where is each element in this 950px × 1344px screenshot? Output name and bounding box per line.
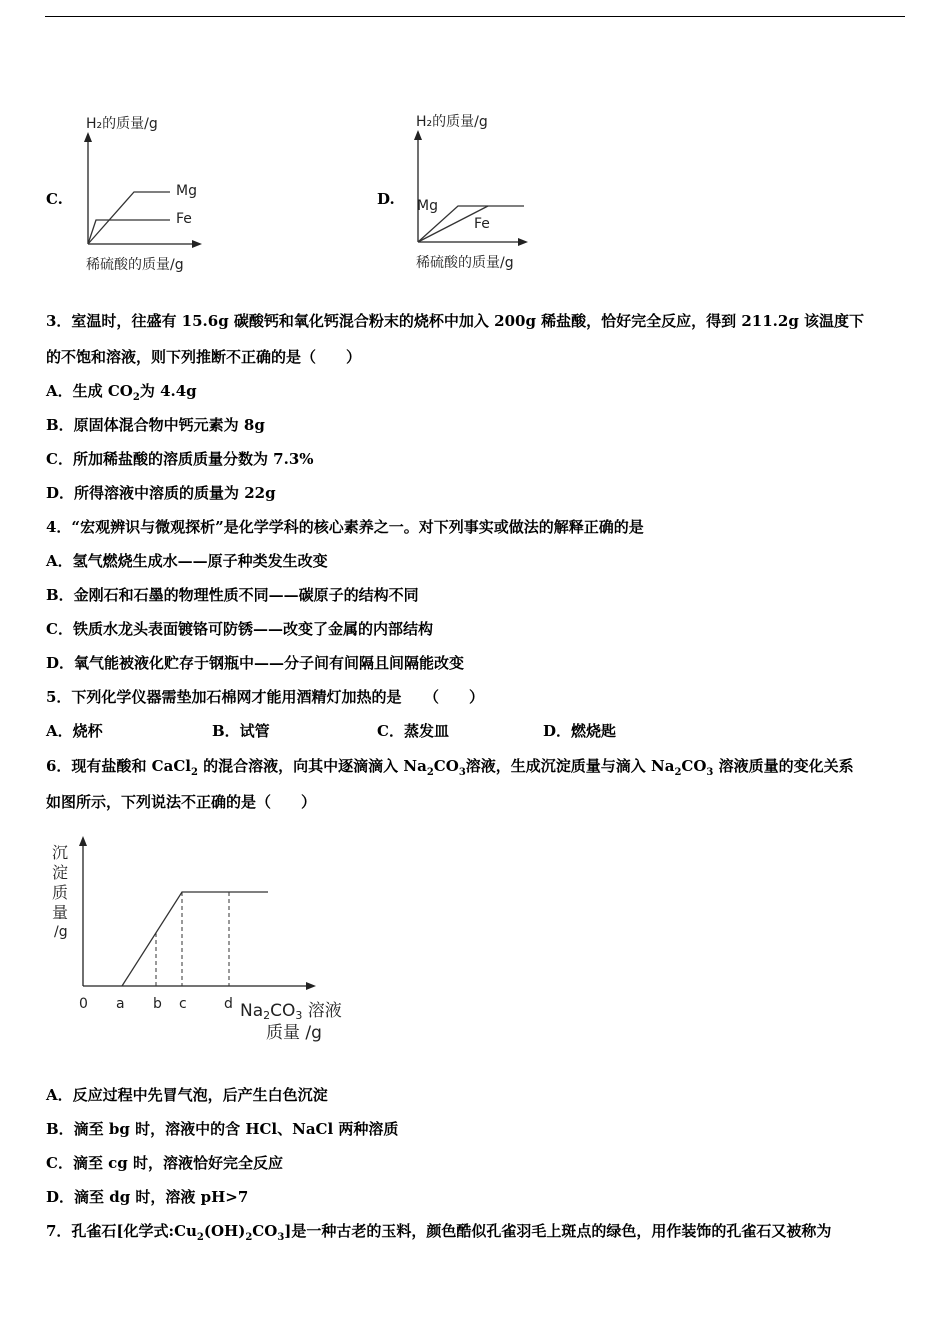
q6-graph-y-char-2: 淀: [52, 863, 69, 882]
graph-d-svg: [400, 106, 550, 276]
q6-stem-part: CO: [433, 757, 459, 775]
q5-option-d[interactable]: D．燃烧匙: [543, 722, 617, 740]
graph-d-mg-label: Mg: [417, 198, 438, 214]
graph-d-x-label: 稀硫酸的质量/g: [416, 255, 514, 271]
graph-c-y-arrow: [84, 132, 92, 142]
q6-stem-line1: [46, 756, 854, 776]
graph-d-fe-label: Fe: [474, 216, 490, 232]
graph-c-mg-line: [88, 192, 170, 244]
q6-graph-curve: [122, 892, 268, 986]
q6-stem-sub: 2: [674, 767, 682, 778]
graph-d-y-arrow: [414, 130, 422, 140]
q6-graph-x-label-line1: [240, 1001, 342, 1022]
q6-graph-tick-c: c: [179, 996, 187, 1012]
graph-c-mg-label: Mg: [176, 183, 197, 199]
option-c-label: C.: [46, 190, 63, 208]
q4-stem: 4．“宏观辨识与微观探析”是化学学科的核心素养之一。对下列事实或做法的解释正确的是: [46, 518, 644, 536]
q3-option-d[interactable]: D．所得溶液中溶质的质量为 22g: [46, 484, 276, 502]
q6-graph-svg: [40, 830, 370, 1050]
q3-option-a[interactable]: [46, 381, 197, 401]
q6-graph-y-arrow: [79, 836, 87, 846]
q6-graph-tick-0: 0: [79, 996, 88, 1012]
q6-stem-line2: 如图所示，下列说法不正确的是（ ）: [46, 793, 317, 811]
q6-graph-x-label-sub: 3: [295, 1009, 303, 1022]
q6-stem-part: 的混合溶液，向其中逐滴滴入 Na: [197, 757, 427, 775]
q6-graph-tick-d: d: [224, 996, 233, 1012]
q7-stem-part: CO: [252, 1222, 278, 1240]
q5-option-c[interactable]: C．蒸发皿: [377, 722, 449, 740]
header-rule: [45, 16, 905, 17]
q5-option-a[interactable]: A．烧杯: [46, 722, 103, 740]
q6-graph-tick-a: a: [116, 996, 125, 1012]
q6-stem-part: 溶液质量的变化关系: [713, 757, 854, 775]
q6-stem-sub: 2: [190, 767, 198, 778]
q6-option-d[interactable]: D．滴至 dg 时，溶液 pH>7: [46, 1188, 249, 1206]
q5-stem: 5．下列化学仪器需垫加石棉网才能用酒精灯加热的是 （ ）: [46, 688, 484, 706]
q6-stem-sub: 3: [706, 767, 714, 778]
q6-graph-y-char-3: 质: [52, 883, 69, 902]
graph-c-svg: [70, 106, 220, 276]
q3-stem-line2: 的不饱和溶液，则下列推断不正确的是（ ）: [46, 348, 362, 366]
q6-option-b[interactable]: B．滴至 bg 时，溶液中的含 HCl、NaCl 两种溶质: [46, 1120, 399, 1138]
graph-c-y-label: H₂的质量/g: [86, 116, 158, 132]
q6-graph-y-char-1: 沉: [52, 843, 69, 862]
q6-graph: [40, 830, 370, 1054]
q6-graph-x-label-part: Na: [240, 1001, 264, 1021]
q4-option-b[interactable]: B．金刚石和石墨的物理性质不同——碳原子的结构不同: [46, 586, 419, 604]
q6-stem-part: 溶液，生成沉淀质量与滴入 Na: [465, 757, 675, 775]
q6-stem-sub: 3: [458, 767, 466, 778]
graph-c-fe-label: Fe: [176, 211, 192, 227]
q7-stem-part: 7．孔雀石[化学式:Cu: [46, 1222, 197, 1240]
q4-option-c[interactable]: C．铁质水龙头表面镀铬可防锈——改变了金属的内部结构: [46, 620, 433, 638]
q7-stem-part: (OH): [203, 1222, 246, 1240]
graph-c-x-label: 稀硫酸的质量/g: [86, 257, 184, 273]
q5-option-b[interactable]: B．试管: [212, 722, 270, 740]
q3-option-a-post: 为 4.4g: [139, 382, 197, 400]
q7-stem: [46, 1221, 831, 1241]
q3-option-b[interactable]: B．原固体混合物中钙元素为 8g: [46, 416, 265, 434]
graph-c-fe-line: [88, 220, 170, 244]
q6-stem-sub: 2: [426, 767, 434, 778]
q6-graph-x-label-sub: 2: [263, 1009, 271, 1022]
q6-graph-x-label-part: 溶液: [302, 1001, 342, 1021]
q4-option-a[interactable]: A．氢气燃烧生成水——原子种类发生改变: [46, 552, 328, 570]
q6-option-c[interactable]: C．滴至 cg 时，溶液恰好完全反应: [46, 1154, 284, 1172]
graph-c-x-arrow: [192, 240, 202, 248]
q6-stem-part: CO: [681, 757, 707, 775]
q6-graph-x-label-part: CO: [270, 1001, 296, 1021]
q3-option-a-sub: 2: [132, 392, 140, 403]
q3-option-c[interactable]: C．所加稀盐酸的溶质质量分数为 7.3%: [46, 450, 314, 468]
q6-option-a[interactable]: A．反应过程中先冒气泡，后产生白色沉淀: [46, 1086, 328, 1104]
q3-stem-line1: 3．室温时，往盛有 15.6g 碳酸钙和氧化钙混合粉末的烧杯中加入 200g 稀盐酸，恰好完全反应，得到 211.2g 该温度下: [46, 312, 865, 330]
graph-c: [70, 106, 220, 280]
q6-graph-x-arrow: [306, 982, 316, 990]
q6-graph-x-label-line2: 质量 /g: [266, 1023, 322, 1043]
q4-option-d[interactable]: D．氧气能被液化贮存于钢瓶中——分子间有间隔且间隔能改变: [46, 654, 465, 672]
q7-stem-part: ]是一种古老的玉料，颜色酷似孔雀羽毛上斑点的绿色，用作装饰的孔雀石又被称为: [284, 1222, 832, 1240]
q7-stem-sub: 3: [277, 1232, 285, 1243]
q6-graph-tick-b: b: [153, 996, 162, 1012]
q6-stem-part: 6．现有盐酸和 CaCl: [46, 757, 191, 775]
graph-d-x-arrow: [518, 238, 528, 246]
q7-stem-sub: 2: [196, 1232, 204, 1243]
q3-option-a-pre: A．生成 CO: [46, 382, 133, 400]
option-d-label: D.: [377, 190, 395, 208]
q6-graph-y-unit: /g: [54, 924, 68, 940]
graph-d-y-label: H₂的质量/g: [416, 114, 488, 130]
q7-stem-sub: 2: [245, 1232, 253, 1243]
q6-graph-y-char-4: 量: [52, 903, 69, 922]
graph-d: [400, 106, 550, 280]
